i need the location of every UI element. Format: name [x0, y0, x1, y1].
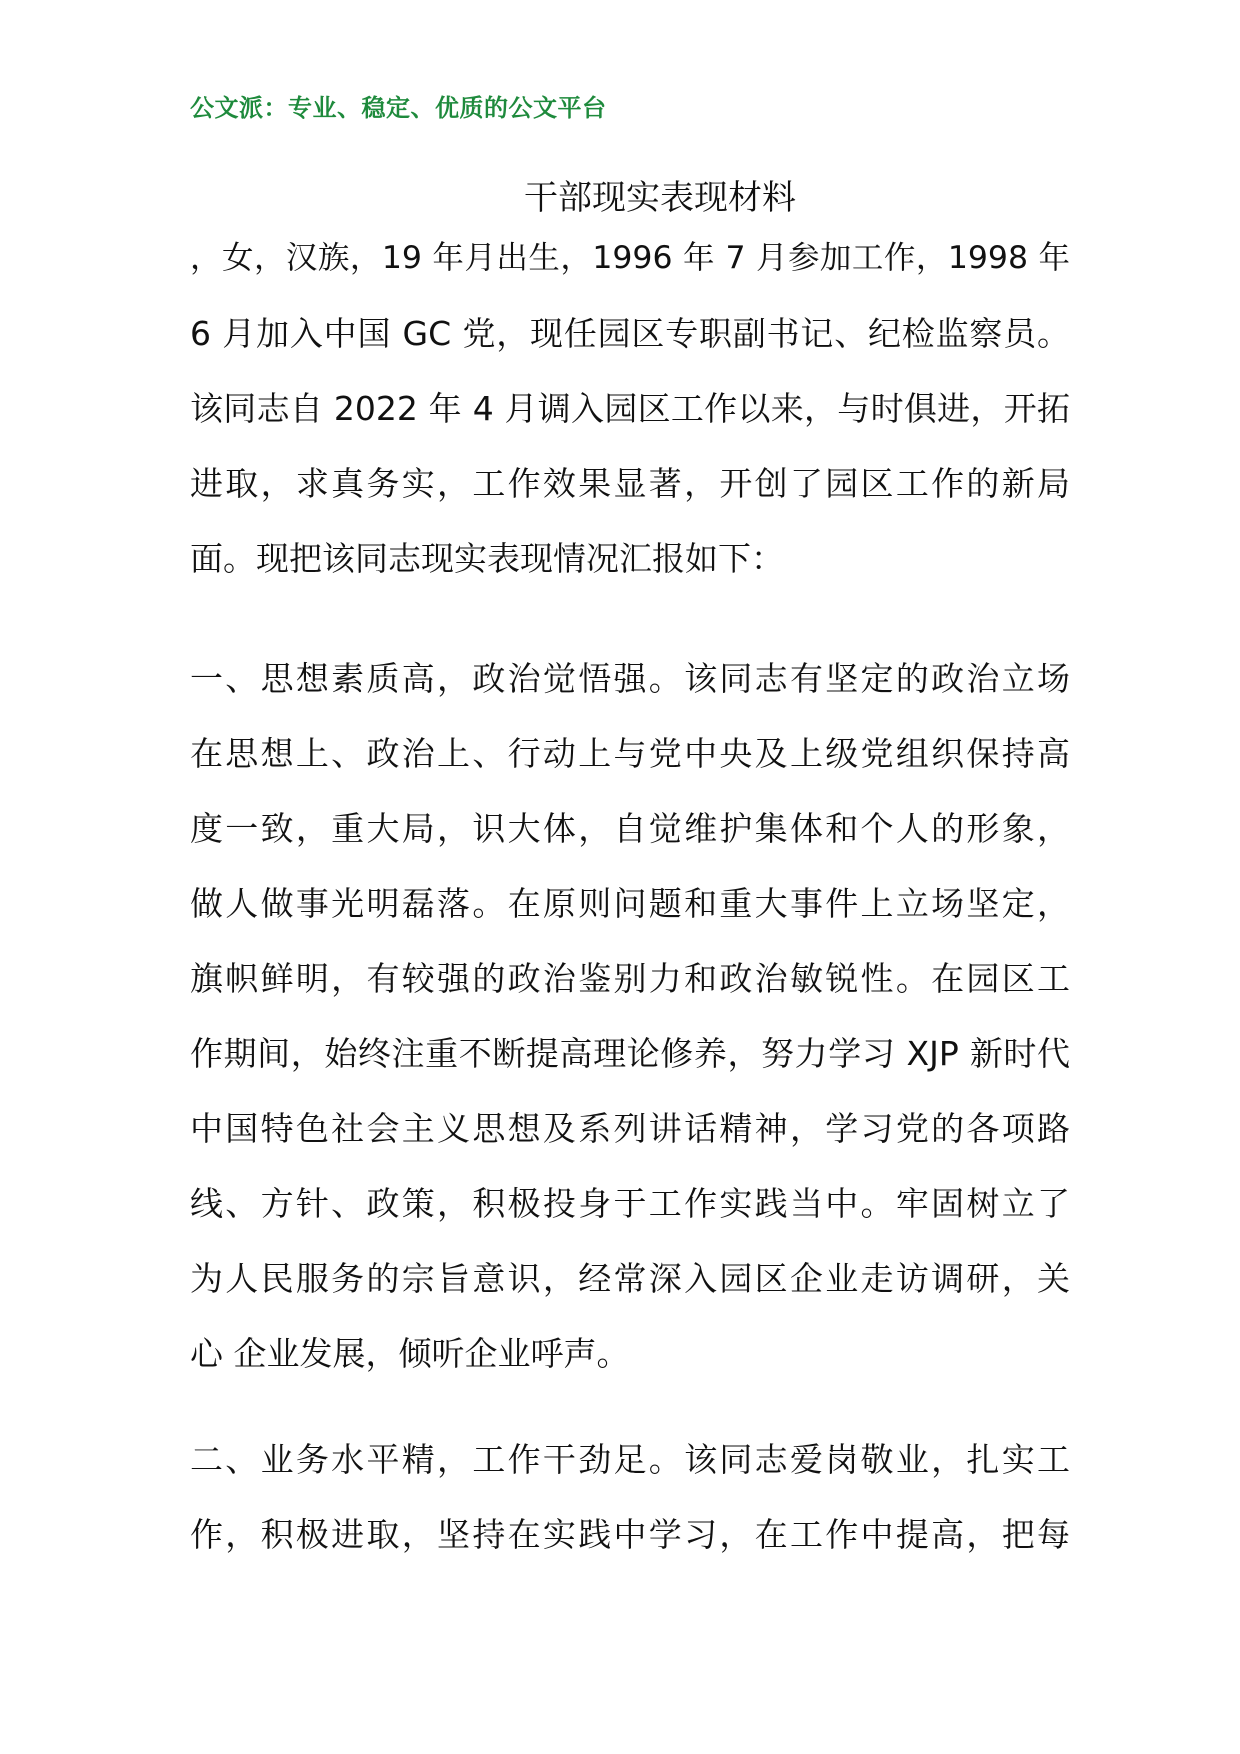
- paragraph-line: 线、方针、政策，积极投身于工作实践当中。牢固树立了: [190, 1184, 1070, 1223]
- paragraph-line: ，女，汉族，19 年月出生，1996 年 7 月参加工作，1998 年: [190, 240, 1070, 276]
- paragraph-2: [190, 641, 1070, 1391]
- header-brand: 公文派：专业、稳定、优质的公文平台: [190, 94, 607, 122]
- paragraph-line: 在思想上、政治上、行动上与党中央及上级党组织保持高: [190, 734, 1070, 773]
- paragraph-line: 一、思想素质高，政治觉悟强。该同志有坚定的政治立场: [190, 659, 1070, 698]
- paragraph-line: 为人民服务的宗旨意识，经常深入园区企业走访调研，关: [190, 1259, 1070, 1298]
- paragraph-line: 6 月加入中国 GC 党，现任园区专职副书记、纪检监察员。: [190, 314, 1070, 353]
- paragraph-line: 中国特色社会主义思想及系列讲话精神，学习党的各项路: [190, 1109, 1070, 1148]
- paragraph-line: 心 企业发展，倾听企业呼声。: [190, 1334, 630, 1373]
- paragraph-line: 二、业务水平精，工作干劲足。该同志爱岗敬业，扎实工: [190, 1440, 1070, 1479]
- paragraph-line: 作期间，始终注重不断提高理论修养，努力学习 XJP 新时代: [190, 1034, 1070, 1073]
- paragraph-line: 作，积极进取，坚持在实践中学习，在工作中提高，把每: [190, 1515, 1070, 1554]
- document-title: [0, 176, 1240, 220]
- paragraph-1: [190, 221, 1070, 596]
- paragraph-line: 度一致，重大局，识大体，自觉维护集体和个人的形象，: [190, 809, 1070, 848]
- document-title-text: 干部现实表现材料: [524, 178, 796, 218]
- paragraph-3: [190, 1422, 1070, 1572]
- paragraph-line: 做人做事光明磊落。在原则问题和重大事件上立场坚定，: [190, 884, 1070, 923]
- paragraph-line: 面。现把该同志现实表现情况汇报如下：: [190, 539, 784, 578]
- paragraph-line: 该同志自 2022 年 4 月调入园区工作以来，与时俱进，开拓: [190, 389, 1070, 428]
- paragraph-line: 进取，求真务实，工作效果显著，开创了园区工作的新局: [190, 464, 1070, 503]
- paragraph-line: 旗帜鲜明，有较强的政治鉴别力和政治敏锐性。在园区工: [190, 959, 1070, 998]
